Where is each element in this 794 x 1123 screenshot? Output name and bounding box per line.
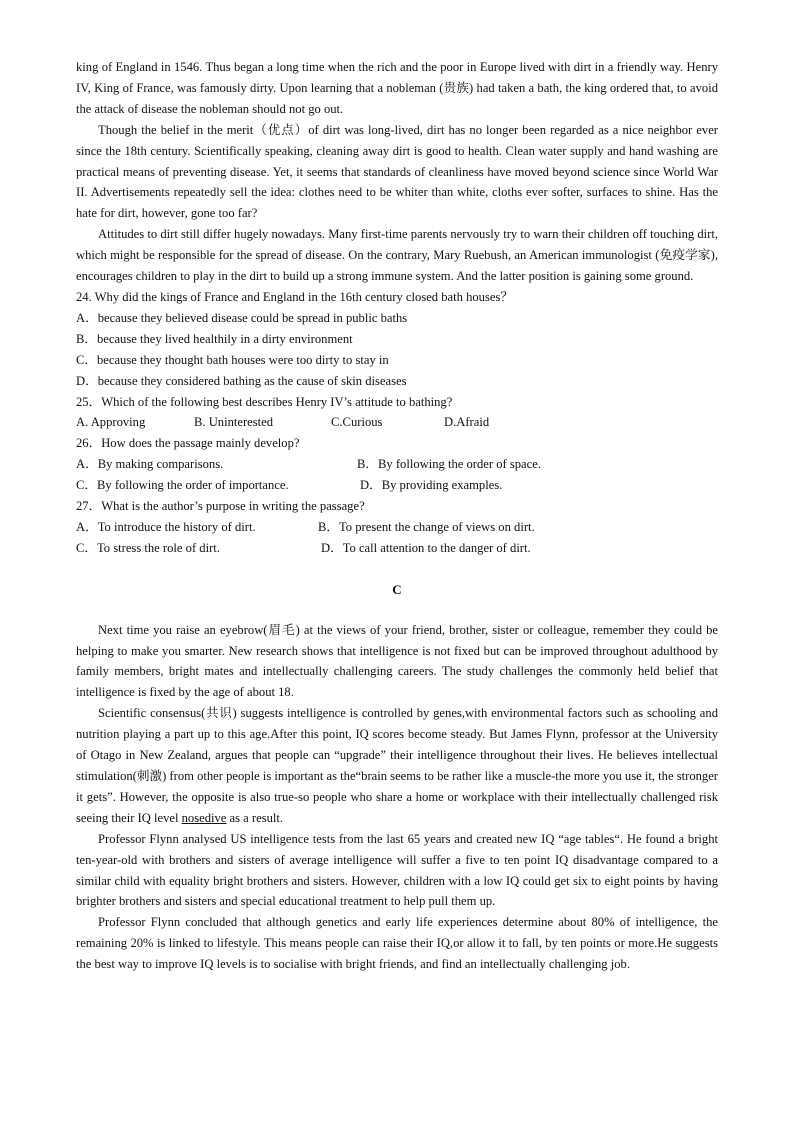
passage-b-paragraph-1: king of England in 1546. Thus began a long time when the rich and the poor in Europe lived with dirt in a friendly way. Henry IV, King of France, was famously dirty. Upon learning that a nobleman (贵族) had taken a bath, the king ordered that, to avoid the attack of disease the nobleman should not go out. xyxy=(76,60,718,116)
underlined-word: nosedive xyxy=(181,810,227,825)
question-stem: 27．What is the author’s purpose in writing the passage? xyxy=(76,499,365,514)
option-b: B．By following the order of space. xyxy=(357,457,541,472)
option-c: C.Curious xyxy=(331,415,383,430)
passage-c-paragraph-1: Next time you raise an eyebrow(眉毛) at the views of your friend, brother, sister or colleague, remember they could be helping to make you smarter. New research shows that intelligence is not fixed but can be improved throughout adulthood by family members, bright mates and intellectually challenging careers. The study challenges the commonly held belief that intelligence is fixed by the age of about 18. xyxy=(76,622,718,700)
options-row xyxy=(76,454,718,475)
paragraph-text: Scientific consensus(共识) suggests intelligence is controlled by genes,with environmental factors such as schooling and nutrition playing a part up to this age.After this point, IQ scores become steady. But James Flynn, professor at the University of Otago in New Zealand, argues that people can “upgrade” their intelligence throughout their lives. He believes intellectual stimulation(刺激) from other people is important as the“brain seems to be rather like a muscle-the more you use it, the stronger it gets”. However, the opposite is also true-so people who share a home or workplace with their intellectually challenged risk seeing their IQ level xyxy=(76,706,718,825)
option-c: C．To stress the role of dirt. xyxy=(76,540,220,555)
option-c: C．By following the order of importance. xyxy=(76,478,289,493)
passage-c-paragraph-3: Professor Flynn analysed US intelligence tests from the last 65 years and created new IQ “age tables“. He found a bright ten-year-old with brothers and sisters of average intelligence will suffer a five to ten point IQ disadvantage compared to a similar child with equality bright brothers and sisters. However, children with a low IQ could get six to eight points by having brighter brothers and sisters and special educational treatment to help pull them up. xyxy=(76,831,718,909)
option-c: C．because they thought bath houses were too dirty to stay in xyxy=(76,352,389,367)
option-d: D.Afraid xyxy=(444,415,490,430)
options-row xyxy=(76,412,718,433)
section-title: C xyxy=(392,581,402,597)
options-row xyxy=(76,538,718,559)
question-24 xyxy=(76,287,718,392)
option-a: A．By making comparisons. xyxy=(76,457,224,472)
option-b: B. Uninterested xyxy=(194,415,274,430)
option-a: A. Approving xyxy=(76,415,146,430)
passage-c-paragraph-2 xyxy=(76,703,718,828)
passage-b-paragraph-2: Though the belief in the merit（优点）of dirt was long-lived, dirt has no longer been regarded as a nice neighbor ever since the 18th century. Scientifically speaking, cleaning away dirt is good to health. Clean water supply and hand washing are practical means of preventing disease. Yet, it seems that standards of cleanliness have moved beyond science since World War II. Advertisements repeatedly sell the idea: clothes need to be whiter than white, cloths ever softer, surfaces to shine. Has the hate for dirt, however, gone too far? xyxy=(76,122,718,221)
passage-b-paragraph-3: Attitudes to dirt still differ hugely nowadays. Many first-time parents nervously try to warn their children off touching dirt, which might be responsible for the spread of disease. On the contrary, Mary Ruebush, an American immunologist (免疫学家), encourages children to play in the dirt to build up a strong immune system. And the latter position is gaining some ground. xyxy=(76,227,718,284)
paragraph-text: as a result. xyxy=(226,810,284,825)
passage-c-paragraph-4: Professor Flynn concluded that although genetics and early life experiences determine about 80% of intelligence, the remaining 20% is linked to lifestyle. This means people can raise their IQ,or allow it to fall, by ten points or more.He suggests the best way to improve IQ levels is to socialise with bright friends, and find an intellectually challenging job. xyxy=(76,915,718,972)
question-27 xyxy=(76,496,718,559)
option-d: D．because they considered bathing as the cause of skin diseases xyxy=(76,373,407,388)
options-row xyxy=(76,475,718,496)
question-26 xyxy=(76,433,718,496)
question-stem: 24. Why did the kings of France and England in the 16th century closed bath houses？ xyxy=(76,289,513,304)
option-b: B．To present the change of views on dirt. xyxy=(318,519,535,534)
question-stem: 26．How does the passage mainly develop? xyxy=(76,436,300,451)
question-25 xyxy=(76,392,718,434)
option-a: A．because they believed disease could be spread in public baths xyxy=(76,310,408,325)
options-row xyxy=(76,517,718,538)
question-stem: 25．Which of the following best describes Henry IV’s attitude to bathing? xyxy=(76,394,453,409)
option-d: D．To call attention to the danger of dirt. xyxy=(321,540,531,555)
exam-page xyxy=(76,57,718,975)
option-a: A．To introduce the history of dirt. xyxy=(76,519,256,534)
option-d: D．By providing examples. xyxy=(360,478,503,493)
option-b: B．because they lived healthily in a dirty environment xyxy=(76,331,353,346)
